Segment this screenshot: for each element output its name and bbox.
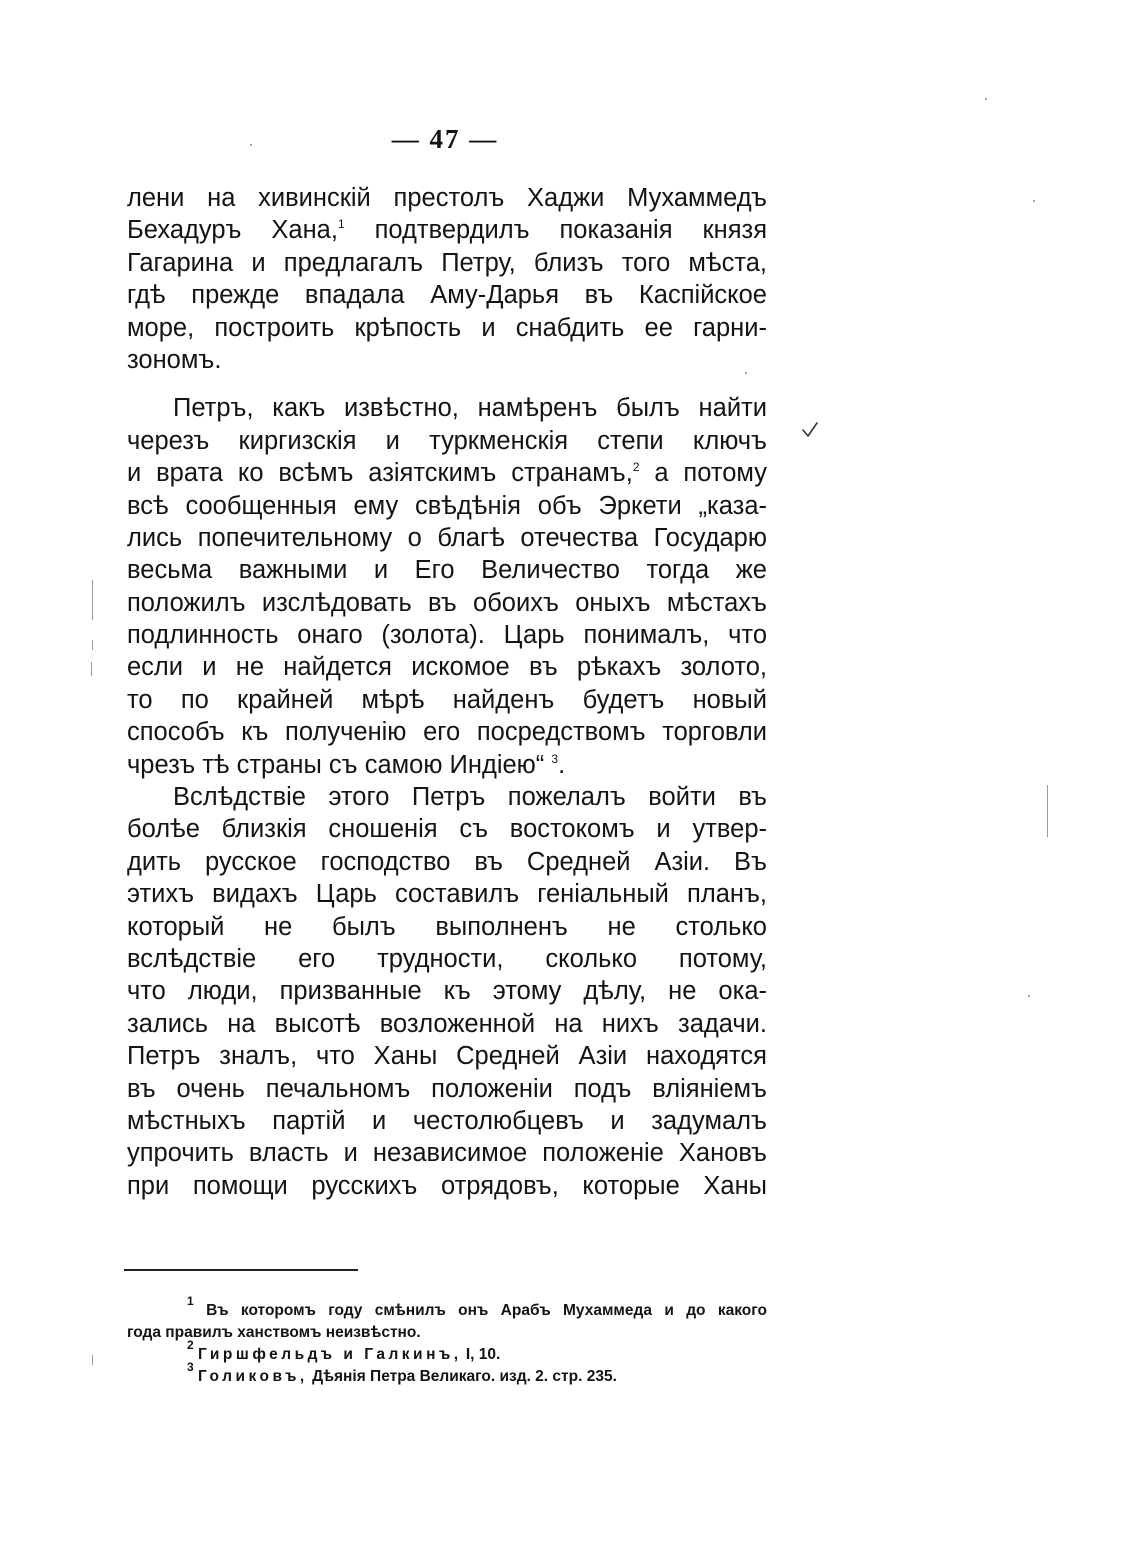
- text-line: [127, 214, 767, 246]
- text-line: Петръ, какъ извѣстно, намѣренъ былъ найти: [173, 394, 767, 423]
- main-text: [127, 182, 767, 1202]
- footnote-number: 3: [187, 1360, 194, 1374]
- text-fragment: подтвердилъ показанія князя: [374, 216, 767, 245]
- text-line: дить русское господство въ Средней Азіи. Въ: [127, 847, 767, 876]
- text-line: Гагарина и предлагалъ Петру, близъ того мѣста,: [127, 248, 767, 277]
- footnote-1-continued: года правилъ ханствомъ неизвѣстно.: [127, 1324, 421, 1341]
- text-line: этихъ видахъ Царь составилъ геніальный планъ,: [127, 880, 767, 909]
- scan-artifact-line: [92, 640, 93, 650]
- footnote-3: [127, 1360, 767, 1388]
- text-line: [127, 457, 767, 489]
- text-fragment: .: [558, 750, 566, 779]
- scan-speck: [985, 98, 987, 100]
- text-line: черезъ киргизскія и туркменскія степи ключъ: [127, 426, 767, 455]
- footnote-author: Голиковъ,: [198, 1368, 308, 1385]
- scan-speck: [250, 144, 252, 146]
- text-line: Петръ зналъ, что Ханы Средней Азіи находятся: [127, 1042, 767, 1071]
- text-line: если и не найдется искомое въ рѣкахъ золото,: [127, 653, 767, 682]
- footnote-1: [127, 1294, 767, 1322]
- text-line: Вслѣдствіе этого Петръ пожелалъ войти въ: [173, 783, 767, 812]
- text-line: зались на высотѣ возложенной на нихъ задачи.: [127, 1009, 767, 1038]
- footnote-ref-2: 2: [632, 460, 640, 475]
- text-fragment: Бехадуръ Хана,: [127, 216, 338, 245]
- text-fragment: чрезъ тѣ страны съ самою Индіею“: [127, 750, 545, 779]
- text-fragment: а потому: [654, 459, 767, 488]
- footnote-number: 2: [187, 1338, 194, 1352]
- text-line: зономъ.: [127, 345, 222, 374]
- text-line: море, построить крѣпость и снабдить ее гарни-: [127, 313, 767, 342]
- text-line: упрочить власть и независимое положеніе Хановъ: [127, 1139, 767, 1168]
- scan-speck: [745, 372, 747, 374]
- footnote-author: Гиршфельдъ и Галкинъ,: [198, 1346, 462, 1363]
- scan-artifact-line: [92, 580, 93, 620]
- text-line: болѣе близкія сношенія съ востокомъ и утвер-: [127, 815, 767, 844]
- text-line: въ очень печальномъ положеніи подъ вліяніемъ: [127, 1074, 767, 1103]
- text-line: весьма важными и Его Величество тогда же: [127, 556, 767, 585]
- footnote-text: Въ которомъ году смѣнилъ онъ Арабъ Мухаммеда и до какого: [206, 1302, 767, 1319]
- footnote-ref-1: 1: [337, 217, 345, 232]
- page-number: — 47 —: [391, 124, 499, 154]
- text-line: что люди, призванные къ этому дѣлу, не ока-: [127, 977, 767, 1006]
- text-line: то по крайней мѣрѣ найденъ будетъ новый: [127, 685, 767, 714]
- text-line: гдѣ прежде впадала Аму-Дарья въ Каспійское: [127, 281, 767, 310]
- footnote-text: I, 10.: [465, 1346, 501, 1363]
- footnotes: [127, 1294, 767, 1388]
- text-line: [127, 749, 767, 781]
- scan-artifact-line: [92, 1355, 93, 1365]
- text-line: вслѣдствіе его трудности, сколько потому,: [127, 944, 767, 973]
- scan-artifact-line: [1047, 785, 1048, 837]
- text-line: всѣ сообщенныя ему свѣдѣнія объ Эркети „каза-: [127, 491, 767, 520]
- text-fragment: и врата ко всѣмъ азіятскимъ странамъ,: [127, 459, 633, 488]
- text-line: лени на хивинскій престолъ Хаджи Мухаммедъ: [127, 184, 767, 212]
- text-line: при помощи русскихъ отрядовъ, которые Ханы: [127, 1171, 767, 1200]
- text-line: который не былъ выполненъ не столько: [127, 912, 767, 941]
- scan-speck: [1028, 995, 1030, 997]
- pencil-check-mark: [800, 414, 820, 442]
- text-line: подлинность онаго (золота). Царь понималъ, что: [127, 621, 767, 650]
- text-line: способъ къ полученію его посредствомъ торговли: [127, 718, 767, 747]
- footnote-ref-3: 3: [551, 751, 559, 766]
- footnote-text: Дѣянія Петра Великаго. изд. 2. стр. 235.: [312, 1368, 617, 1385]
- footnote-2: [127, 1338, 767, 1366]
- text-line: положилъ изслѣдовать въ обоихъ оныхъ мѣстахъ: [127, 588, 767, 617]
- footnote-number: 1: [187, 1294, 194, 1308]
- paragraph-gap: [127, 376, 767, 392]
- scan-speck: [1033, 200, 1035, 202]
- footnote-divider: [124, 1269, 358, 1271]
- text-line: мѣстныхъ партій и честолюбцевъ и задумалъ: [127, 1106, 767, 1135]
- text-line: лись попечительному о благѣ отечества Государю: [127, 523, 767, 552]
- scan-artifact-line: [91, 662, 92, 676]
